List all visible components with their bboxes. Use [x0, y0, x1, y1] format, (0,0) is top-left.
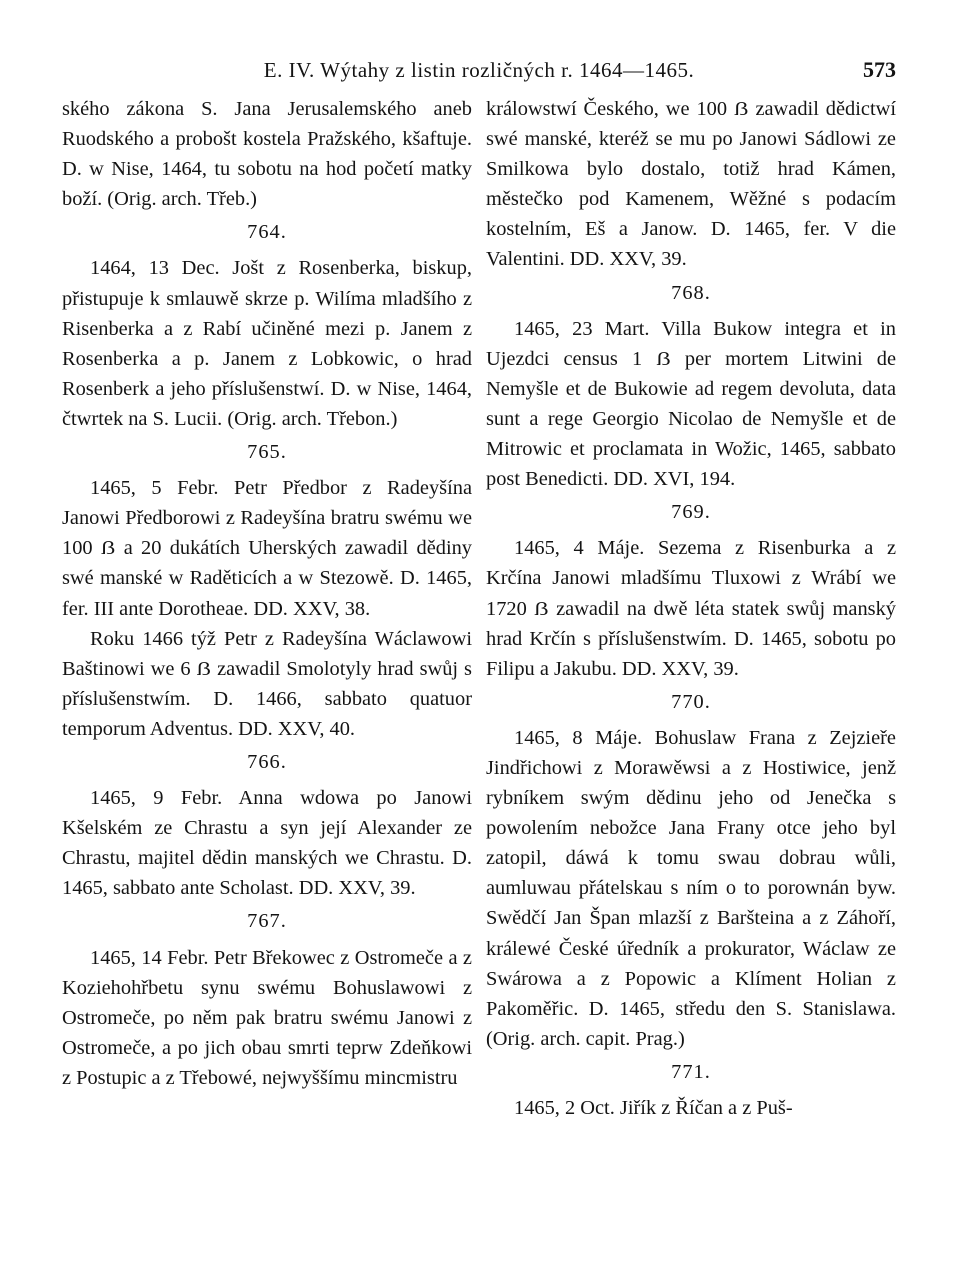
entry-number-765: 765.: [247, 441, 287, 464]
entry-771-text: 1465, 2 Oct. Jiřík z Říčan a z Puš-: [514, 1097, 793, 1119]
left-column: [62, 94, 472, 1093]
entry-number-767: 767.: [247, 910, 287, 933]
entry-number-770: 770.: [671, 690, 711, 713]
right-column: [486, 94, 896, 1123]
entry-number-766: 766.: [247, 750, 287, 773]
entry-770-text: 1465, 8 Máje. Bohuslaw Frana z Zejzieře Jindřichowi z Morawěwsi a z Hostiwice, jenž rybníkem swým dědinu jeho od Jenečka s powolením nebožce Jana Frany otce jeho byl zatopil, dáwá k tomu swau dobrau wůli, aumluwau přátelskau s ním o to porownán byw. Swědčí Jan Špan mlazší z Baršteina a z Záhoří, králewé České úředník a prokurator, Wáclaw ze Swárowa a z Popowic a Klíment Holian z Pakoměřic. D. 1465, středu den S. Stanislawa. (Orig. arch. capit. Prag.): [486, 726, 896, 1050]
entry-number-768: 768.: [671, 281, 711, 304]
running-title: E. IV. Wýtahy z listin rozličných r. 1464—1465.: [263, 58, 695, 82]
entry-number-764: 764.: [247, 221, 287, 244]
entry-number-771: 771.: [671, 1060, 711, 1083]
entry-765-text-continued: Roku 1466 týž Petr z Radeyšína Wáclawowi Baštinowi we 6 ẞ zawadil Smolotyly hrad swůj s příslušenstwím. D. 1466, sabbato quatuor temporum Adventus. DD. XXV, 40.: [62, 627, 472, 740]
entry-764-text: 1464, 13 Dec. Jošt z Rosenberka, biskup, přistupuje k smlauwě skrze p. Wilíma mladšího z Risenberka a z Rabí učiněné mezi p. Janem z Rosenberka a p. Janem z Lobkowic, o hrad Rosenberk a jeho příslušenstwí. D. w Nise, 1464, čtwrtek na S. Lucii. (Orig. arch. Třebon.): [62, 257, 472, 430]
entry-767-text-continued: králowstwí Českého, we 100 ẞ zawadil dědictwí swé manské, kteréž se mu po Janowi Sádlowi ze Smilkowa bylo dostalo, totiž hrad Kámen, městečko pod Kamenem, Wěžné s podacím kostelním, Eš a Janow. D. 1465, fer. V die Valentini. DD. XXV, 39.: [486, 98, 896, 271]
paragraph-continued: ského zákona S. Jana Jerusalemského aneb Ruodského a probošt kostela Pražského, kšaftuje. D. w Nise, 1464, tu sobotu na hod početí matky boží. (Orig. arch. Třeb.): [62, 98, 472, 211]
running-header: [62, 52, 896, 88]
entry-767-text: 1465, 14 Febr. Petr Břekowec z Ostromeče a z Koziehohřbetu synu swému Bohuslawowi z Ostromeče, po něm pak bratru swému Janowi z Ostromeče, a po jich obau smrti teprw Zdeňkowi z Postupic a z Třebowé, nejwyššímu mincmistru: [62, 946, 472, 1089]
entry-765-text: 1465, 5 Febr. Petr Předbor z Radeyšína Janowi Předborowi z Radeyšína bratru swému we 100 ẞ a 20 dukátích Uherských zawadil dědiny swé manské w Raděticích a w Stezowě. D. 1465, fer. III ante Dorotheae. DD. XXV, 38.: [62, 477, 472, 620]
page-number: 573: [863, 57, 896, 82]
entry-769-text: 1465, 4 Máje. Sezema z Risenburka a z Krčína Janowi mladšímu Tluxowi z Wrábí we 1720 ẞ zawadil na dwě léta statek swůj manský hrad Krčín s příslušenstwím. D. 1465, sobotu po Filipu a Jakubu. DD. XXV, 39.: [486, 537, 896, 680]
entry-number-769: 769.: [671, 501, 711, 524]
entry-766-text: 1465, 9 Febr. Anna wdowa po Janowi Kšelském ze Chrastu a syn její Alexander ze Chrastu, majitel dědin manských we Chrastu. D. 1465, sabbato ante Scholast. DD. XXV, 39.: [62, 787, 472, 900]
entry-768-text: 1465, 23 Mart. Villa Bukow integra et in Ujezdci census 1 ẞ per mortem Litwini de Nemyšle et de Bukowie ad regem devoluta, data sunt a rege Georgio Nicolao de Nemyšle et de Mitrowic et proclamata in Wožic, 1465, sabbato post Benedicti. DD. XVI, 194.: [486, 317, 896, 491]
